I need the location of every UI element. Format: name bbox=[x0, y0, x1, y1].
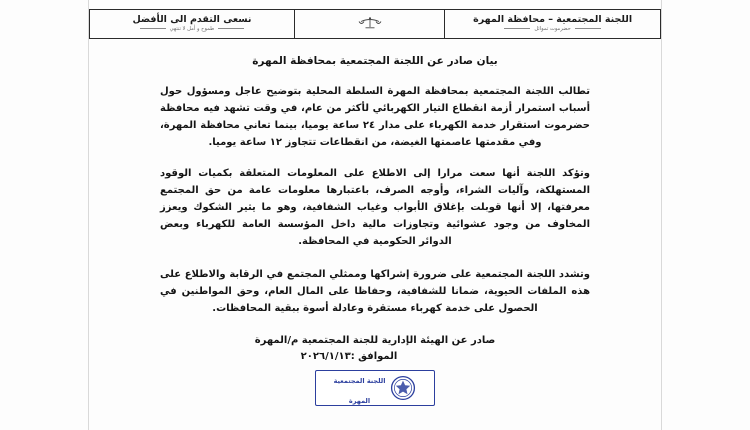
official-seal-icon bbox=[390, 375, 416, 401]
statement-paragraph-1: تطالب اللجنة المجتمعية بمحافظة المهرة السلطة المحلية بتوضيح عاجل ومسؤول حول أسباب استمرار أزمة انقطاع التيار الكهربائي لأكثر من عام، في وقت تشهد فيه محافظة حضرموت استقرار خدمة الكهرباء على مدار ٢٤ ساعة يوميا، بينما تعاني محافظة المهرة، وفي مقدمتها عاصمتها الغيضة، من انقطاعات تتجاوز ١٢ ساعة يوميا. bbox=[160, 86, 590, 148]
letterhead-cell-emblem bbox=[294, 10, 444, 39]
page-content bbox=[89, 0, 661, 430]
scales-of-justice-emblem bbox=[355, 16, 385, 30]
organization-name: اللجنة المجتمعية – محافظة المهرة bbox=[473, 14, 633, 26]
slogan-subtitle bbox=[94, 27, 290, 33]
official-stamp bbox=[315, 370, 435, 406]
page-title: بيان صادر عن اللجنة المجتمعية بمحافظة المهرة bbox=[252, 55, 498, 67]
slogan-rule-left bbox=[140, 28, 166, 29]
issuing-authority-line: صادر عن الهيئة الإدارية للجنة المجتمعية م/المهرة bbox=[254, 335, 496, 346]
sub-rule-left bbox=[504, 28, 530, 29]
slogan-rule-right bbox=[218, 28, 244, 29]
organization-subtitle bbox=[449, 27, 656, 33]
statement-paragraph-2: وتؤكد اللجنة أنها سعت مرارا إلى الاطلاع على المعلومات المتعلقة بكميات الوقود المستهلكة، وآليات الشراء، وأوجه الصرف، باعتبارها معلومات عامة من حق المجتمع معرفتها، إلا أنها قوبلت بإغلاق الأبواب وغياب الشفافية، وهو ما يثير الشكوك ويعزز المخاوف من وجود عشوائية وتجاوزات مالية داخل المؤسسة العامة للكهرباء وبعض الدوائر الحكومية في المحافظة. bbox=[160, 168, 590, 247]
stamp-text bbox=[334, 368, 386, 408]
statement-paragraph-3: وتشدد اللجنة المجتمعية على ضرورة إشراكها وممثلي المجتمع في الرقابة والاطلاع على هذه الملفات الحيوية، ضمانا للشفافية، وحفاظا على المال العام، وحق المواطنين في الحصول على خدمة كهرباء مستقرة وعادلة أسوة ببقية المحافظات. bbox=[160, 269, 590, 314]
organization-subtitle-text: حضرموت تموائل bbox=[534, 26, 571, 33]
scan-edge-right bbox=[661, 0, 662, 430]
stamp-line-1: اللجنة المجتمعية bbox=[333, 377, 386, 385]
slogan-subtitle-text: طموح و أمل لا تنتهي bbox=[169, 26, 215, 33]
sub-rule-right bbox=[575, 28, 601, 29]
letterhead-cell-slogan bbox=[90, 10, 295, 39]
signature-block bbox=[89, 335, 661, 362]
slogan-text: نسعى التقدم الى الأفضل bbox=[132, 14, 252, 26]
stamp-line-2: المهرة bbox=[348, 397, 371, 405]
letterhead-row bbox=[90, 10, 661, 39]
letterhead-cell-organization bbox=[445, 10, 661, 39]
stamp-area bbox=[89, 370, 661, 406]
issue-date-line: الموافق :٢٠٢٦/١/١٣ bbox=[300, 351, 398, 362]
letterhead-table bbox=[89, 9, 661, 39]
